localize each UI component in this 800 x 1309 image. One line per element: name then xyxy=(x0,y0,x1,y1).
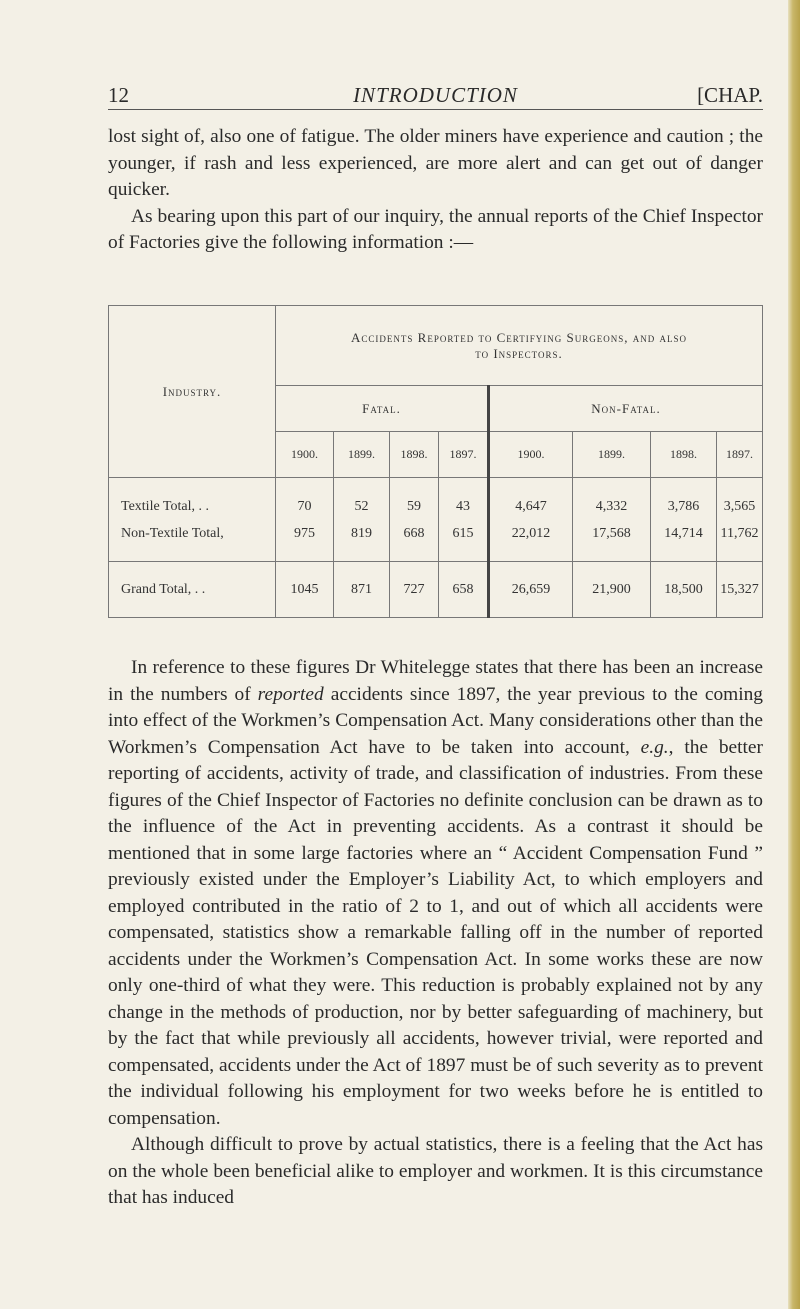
year-header: 1900. xyxy=(489,432,573,478)
cell-value: 658 xyxy=(439,562,489,618)
cell-value: 615 xyxy=(452,525,474,541)
paragraph-3-italic: e.g. xyxy=(640,736,669,758)
running-title: INTRODUCTION xyxy=(353,83,518,107)
row-label-grand-total: Grand Total, . . xyxy=(109,562,276,618)
paragraph-3-italic: reported xyxy=(257,683,324,705)
year-header: 1897. xyxy=(439,432,489,478)
running-head xyxy=(108,83,763,110)
text-block-bottom xyxy=(108,655,763,1212)
chapter-marker: [CHAP. xyxy=(697,83,763,107)
year-header: 1899. xyxy=(334,432,390,478)
accidents-table xyxy=(108,305,763,618)
cell-value: 18,500 xyxy=(651,562,717,618)
row-labels xyxy=(109,478,276,562)
cell-nonfatal-1897 xyxy=(717,478,763,562)
cell-fatal-1899 xyxy=(334,478,390,562)
paragraph-3 xyxy=(108,655,763,1132)
cell-value: 819 xyxy=(351,525,372,541)
year-header: 1899. xyxy=(573,432,651,478)
cell-value: 11,762 xyxy=(720,525,759,541)
year-header: 1897. xyxy=(717,432,763,478)
cell-value: 17,568 xyxy=(592,525,631,541)
paragraph-3-part: accidents since 1897, the year previous to the coming into effect of the Workmen’s Compensation Act. Many considerations other than the Workmen’s Compensation Act have to be taken into account, xyxy=(108,683,763,758)
industry-header: Industry. xyxy=(109,306,276,478)
cell-value: 70 xyxy=(297,498,312,514)
cell-value: 4,647 xyxy=(515,498,547,514)
group-header xyxy=(276,306,763,386)
cell-value: 21,900 xyxy=(573,562,651,618)
cell-nonfatal-1899 xyxy=(573,478,651,562)
cell-value: 3,786 xyxy=(667,498,700,514)
nonfatal-header: Non-Fatal. xyxy=(489,386,763,432)
text-block-top xyxy=(108,124,763,257)
cell-fatal-1897 xyxy=(439,478,489,562)
year-header: 1900. xyxy=(276,432,334,478)
cell-value: 15,327 xyxy=(717,562,763,618)
page-edge xyxy=(788,0,800,1309)
cell-value: 3,565 xyxy=(723,498,756,514)
cell-fatal-1900 xyxy=(276,478,334,562)
cell-value: 43 xyxy=(456,498,470,514)
table-row-grand-total xyxy=(109,562,763,618)
cell-value: 1045 xyxy=(276,562,334,618)
cell-value: 4,332 xyxy=(595,498,628,514)
cell-value: 727 xyxy=(390,562,439,618)
cell-value: 52 xyxy=(354,498,369,514)
year-header: 1898. xyxy=(651,432,717,478)
fatal-header: Fatal. xyxy=(276,386,489,432)
cell-nonfatal-1898 xyxy=(651,478,717,562)
group-header-line1: Accidents Reported to Certifying Surgeons, and also xyxy=(351,329,687,345)
cell-value: 14,714 xyxy=(664,525,703,541)
cell-value: 22,012 xyxy=(511,525,551,541)
row-label-textile: Textile Total, . . xyxy=(121,498,209,514)
paragraph-3-part: In reference to these figures Dr Whitelegge states that there has been an increase in the numbers of xyxy=(108,657,763,705)
cell-nonfatal-1900 xyxy=(489,478,573,562)
row-label-non-textile: Non-Textile Total, xyxy=(121,525,224,541)
paragraph-1: lost sight of, also one of fatigue. The older miners have experience and caution ; the younger, if rash and less experienced, are more alert and can get out of danger quicker. xyxy=(108,126,763,200)
cell-value: 59 xyxy=(407,498,421,514)
paragraph-4: Although difficult to prove by actual statistics, there is a feeling that the Act has on the whole been beneficial alike to employer and workmen. It is this circumstance that has induced xyxy=(108,1134,763,1208)
cell-value: 975 xyxy=(294,525,315,541)
paragraph-3-part: , the better reporting of accidents, activity of trade, and classification of industries. From these figures of the Chief Inspector of Factories no definite conclusion can be drawn as to the influence of the Act in preventing accidents. As a contrast it should be mentioned that in some large factories where an “ Accident Compensation Fund ” previously existed under the Employer’s Liability Act, to which employers and employed contributed in the ratio of 2 to 1, and out of which all accidents were compensated, statistics show a remarkable falling off in the number of reported accidents under the Workmen’s Compensation Act. In some works these are now only one-third of what they were. This reduction is probably explained not by any change in the methods of production, nor by better safeguarding of machinery, but by the fact that while previously all accidents, however trivial, were reported and compensated, accidents under the Act of 1897 must be of such severity as to prevent the individual following his employment for two weeks before he is entitled to compensation. xyxy=(108,736,763,1129)
cell-fatal-1898 xyxy=(390,478,439,562)
cell-value: 26,659 xyxy=(489,562,573,618)
paragraph-2: As bearing upon this part of our inquiry, the annual reports of the Chief Inspector of Factories give the following information :— xyxy=(108,205,763,253)
year-header: 1898. xyxy=(390,432,439,478)
group-header-line2: to Inspectors. xyxy=(475,345,563,361)
page-number: 12 xyxy=(108,83,129,107)
cell-value: 871 xyxy=(334,562,390,618)
table-row xyxy=(109,478,763,562)
cell-value: 668 xyxy=(403,525,425,541)
